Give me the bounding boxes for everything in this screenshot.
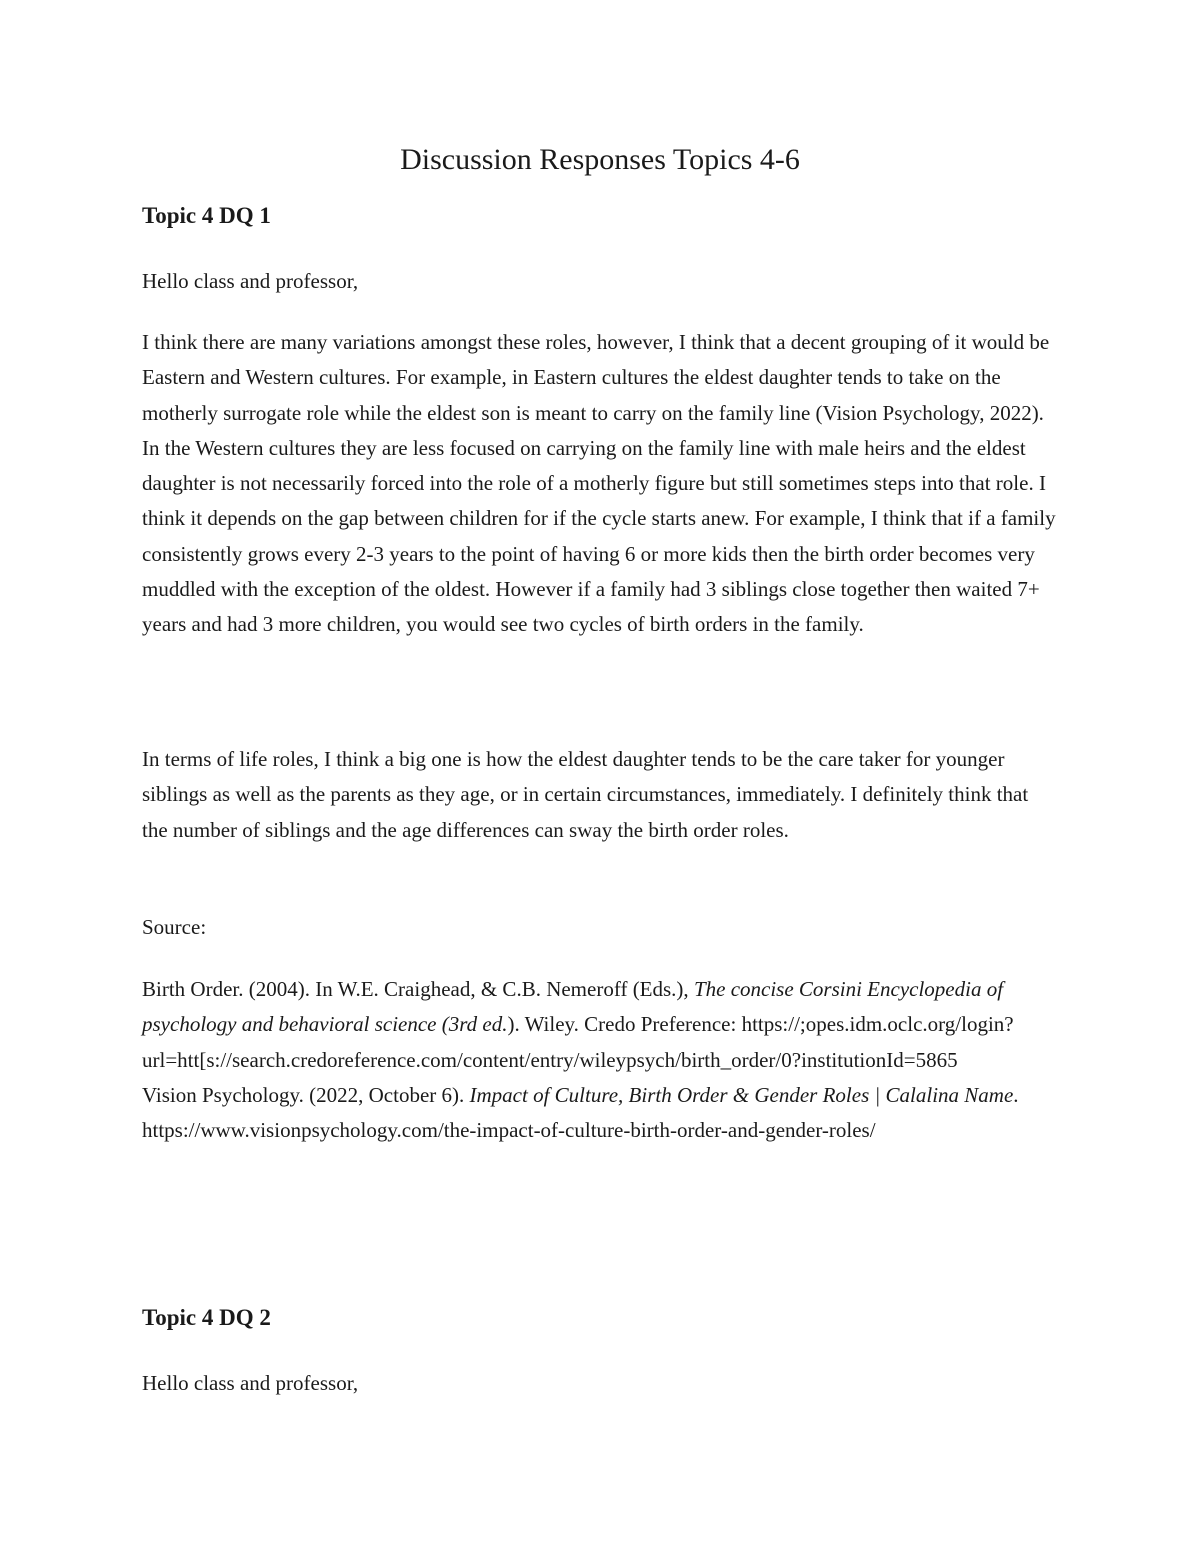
reference-list [142, 972, 1022, 1148]
paragraph-life-roles: In terms of life roles, I think a big one is how the eldest daughter tends to be the care taker for younger siblings as well as the parents as they age, or in certain circumstances, immediately. I definitely think that the number of siblings and the age differences can sway the birth order roles. [142, 747, 1029, 842]
reference-vision-psychology: Vision Psychology. (2022, October 6). Impact of Culture, Birth Order & Gender Roles | Calalina Name. https://www.visionpsychology.com/the-impact-of-culture-birth-order-and-gender-roles/ [142, 1082, 1019, 1143]
greeting-topic4-dq1: Hello class and professor, [142, 269, 359, 293]
section-heading-topic4-dq1: Topic 4 DQ 1 [142, 203, 271, 228]
source-label: Source: [142, 915, 207, 939]
greeting-topic4-dq2: Hello class and professor, [142, 1371, 359, 1395]
reference-birth-order: Birth Order. (2004). In W.E. Craighead, & C.B. Nemeroff (Eds.), The concise Corsini Encyclopedia of psychology and behavioral science (3rd ed.). Wiley. Credo Preference: https://;opes.idm.oclc.org/login?url=htt[s://search.credoreference.com/content/entry/wileypsych/birth_order/0?institutionId=5865 [142, 977, 1014, 1072]
reference-vision-psychology-title: Impact of Culture, Birth Order & Gender Roles | Calalina Name [469, 1082, 1014, 1107]
document-title: Discussion Responses Topics 4-6 [400, 143, 800, 176]
reference-birth-order-title: The concise Corsini Encyclopedia of psychology and behavioral science (3rd ed. [142, 977, 1004, 1037]
paragraph-birth-order-variations: I think there are many variations amongst these roles, however, I think that a decent grouping of it would be Eastern and Western cultures. For example, in Eastern cultures the eldest daughter tends to take on the motherly surrogate role while the eldest son is meant to carry on the family line (Vision Psychology, 2022). In the Western cultures they are less focused on carrying on the family line with male heirs and the eldest daughter is not necessarily forced into the role of a motherly figure but still sometimes steps into that role. I think it depends on the gap between children for if the cycle starts anew. For example, I think that if a family consistently grows every 2-3 years to the point of having 6 or more kids then the birth order becomes very muddled with the exception of the oldest. However if a family had 3 siblings close together then waited 7+ years and had 3 more children, you would see two cycles of birth orders in the family. [142, 330, 1056, 637]
section-heading-topic4-dq2: Topic 4 DQ 2 [142, 1305, 271, 1330]
